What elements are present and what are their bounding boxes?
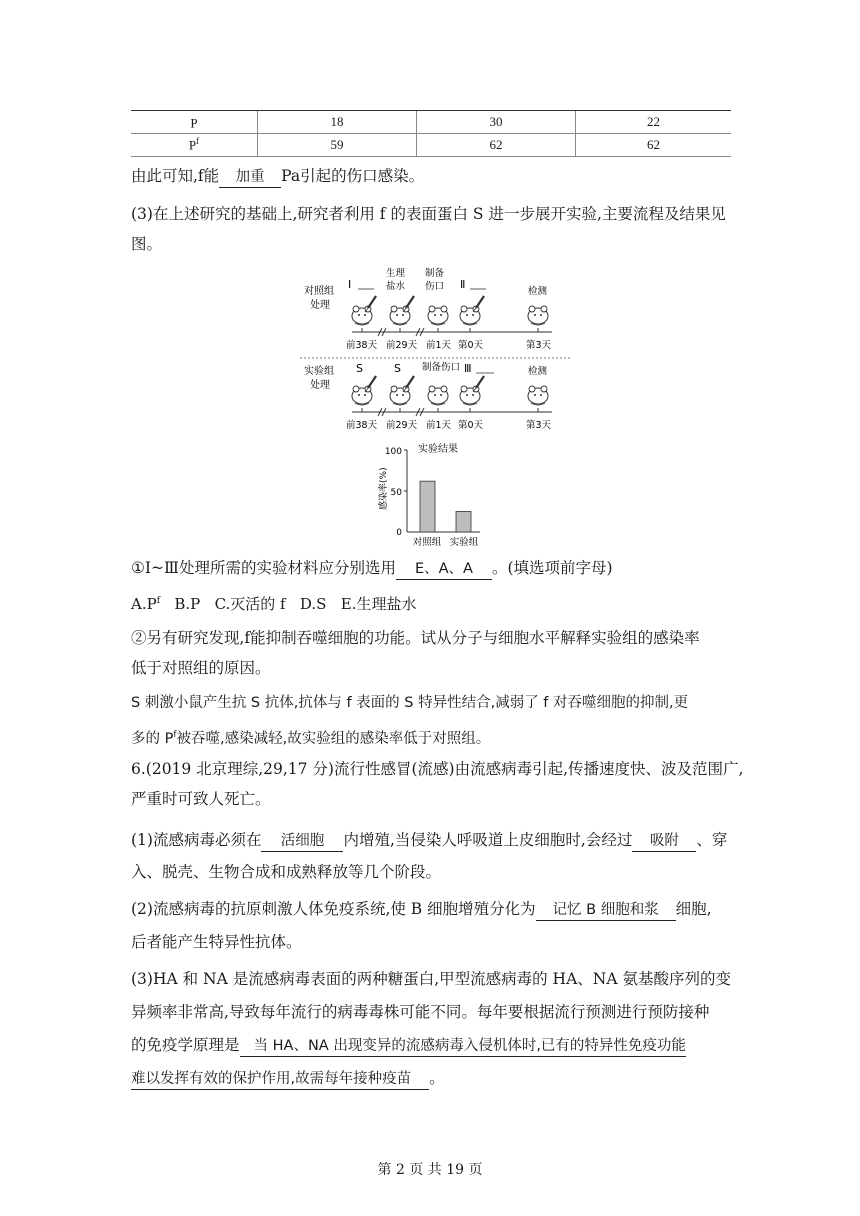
time-label: 第3天: [526, 340, 552, 351]
x-tick-label: 实验组: [449, 537, 479, 548]
time-label: 前29天: [386, 340, 418, 351]
answer-blank: 加重: [219, 168, 281, 188]
saline-label: 生理: [386, 268, 406, 279]
question-6-2-line1: (2)流感病毒的抗原刺激人体免疫系统,使 B 细胞增殖分化为 记忆 B 细胞和浆 细胞,: [131, 898, 731, 921]
detect-label: 检测: [528, 286, 548, 297]
question-3-line2: 图。: [131, 235, 163, 253]
table-row: [131, 134, 731, 157]
question-6-3-line4: 难以发挥有效的保护作用,故需每年接种疫苗 。: [131, 1067, 731, 1090]
answer-blank: 当 HA、NA 出现变异的流感病毒入侵机体时,已有的特异性免疫功能: [240, 1037, 686, 1057]
y-tick-label: 100: [384, 447, 402, 457]
question-3-line1: (3)在上述研究的基础上,研究者利用 f 的表面蛋白 S 进一步展开实验,主要流程及结果见: [131, 205, 726, 223]
mouse-icon: [390, 306, 410, 325]
question-6-1-line2: 入、脱壳、生物合成和成熟释放等几个阶段。: [131, 863, 442, 881]
table-cell: 22: [576, 111, 732, 134]
table-cell: 30: [417, 111, 576, 134]
page-footer: 第 2 页 共 19 页: [377, 1162, 483, 1178]
time-label: 前38天: [346, 340, 378, 351]
answer-blank: 吸附: [632, 832, 696, 852]
experiment-label: 实验组: [304, 366, 334, 377]
wound-label-sub: 伤口: [425, 281, 445, 292]
s-label: S: [394, 362, 401, 375]
y-tick-label: 50: [390, 488, 402, 498]
table-row: [131, 111, 731, 134]
time-label: 前1天: [426, 420, 452, 431]
time-label: 第0天: [458, 340, 484, 351]
question-3-2-line2: 低于对照组的原因。: [131, 659, 271, 677]
wound-label: 制备: [425, 268, 445, 279]
question-6-3-line2: 异频率非常高,导致每年流行的病毒毒株可能不同。每年要根据流行预测进行预防接种: [131, 1003, 710, 1021]
question-6-1-line1: (1)流感病毒必须在 活细胞 内增殖,当侵染人呼吸道上皮细胞时,会经过 吸附 、穿: [131, 829, 731, 852]
detect-label: 检测: [528, 366, 548, 377]
answer-blank: 记忆 B 细胞和浆: [536, 901, 676, 921]
table-cell: 59: [258, 134, 417, 157]
table-cell: 18: [258, 111, 417, 134]
time-label: 前1天: [426, 340, 452, 351]
x-tick-label: 对照组: [412, 537, 442, 548]
chart-ylabel: 感染率(%): [379, 467, 389, 510]
s-label: S: [356, 362, 363, 375]
experiment-figure: [290, 264, 580, 552]
bar-control: [420, 481, 435, 532]
table-cell: $P^f$: [131, 134, 258, 157]
mouse-icon: [352, 386, 372, 405]
time-label: 第3天: [526, 420, 552, 431]
question-3-2-line1: ②另有研究发现,f能抑制吞噬细胞的功能。试从分子与细胞水平解释实验组的感染率: [131, 629, 700, 647]
experiment-label-sub: 处理: [310, 380, 330, 391]
y-tick-label: 0: [396, 528, 402, 538]
bar-experiment: [456, 512, 471, 533]
wound-label: 制备伤口: [422, 362, 461, 373]
step-II-label: Ⅱ: [460, 278, 466, 291]
mouse-icon: [428, 306, 448, 325]
result-chart: [377, 442, 480, 548]
control-label-sub: 处理: [310, 300, 330, 311]
para-conclusion: 由此可知,f能 加重 Pa引起的伤口感染。: [131, 165, 731, 188]
table-cell: 62: [417, 134, 576, 157]
answer-blank: 难以发挥有效的保护作用,故需每年接种疫苗: [131, 1070, 429, 1090]
mouse-icon: [528, 306, 548, 325]
control-label: 对照组: [304, 286, 334, 297]
question-6-3-line1: (3)HA 和 NA 是流感病毒表面的两种糖蛋白,甲型流感病毒的 HA、NA 氨基酸序列的变: [131, 970, 731, 988]
time-label: 前38天: [346, 420, 378, 431]
answer-3-2-line2: 多的 $P^f$被吞噬,感染减轻,故实验组的感染率低于对照组。: [131, 730, 491, 747]
mouse-icon: [390, 386, 410, 405]
table-cell: 62: [576, 134, 732, 157]
time-label: 第0天: [458, 420, 484, 431]
answer-blank: E、A、A: [396, 560, 492, 580]
options-line: $A.P^f$ B.P C.灭活的 f D.S E.生理盐水: [131, 595, 417, 613]
answer-3-2-line1: S 刺激小鼠产生抗 S 抗体,抗体与 f 表面的 S 特异性结合,减弱了 f 对吞噬细胞的抑制,更: [131, 695, 689, 711]
mouse-icon: [460, 386, 480, 405]
answer-blank: 活细胞: [261, 832, 343, 852]
mouse-icon: [352, 306, 372, 325]
mouse-icon: [428, 386, 448, 405]
mouse-icon: [528, 386, 548, 405]
result-table: [131, 110, 731, 157]
mouse-icon: [460, 306, 480, 325]
table-cell: P: [131, 111, 258, 134]
step-III-label: Ⅲ: [464, 362, 472, 375]
question-6-line2: 严重时可致人死亡。: [131, 790, 271, 808]
question-6-2-line2: 后者能产生特异性抗体。: [131, 933, 302, 951]
question-6-3-line3: 的免疫学原理是 当 HA、NA 出现变异的流感病毒入侵机体时,已有的特异性免疫功能: [131, 1034, 731, 1057]
step-I-label: Ⅰ: [348, 278, 352, 291]
chart-title: 实验结果: [418, 444, 458, 455]
time-label: 前29天: [386, 420, 418, 431]
saline-label-sub: 盐水: [386, 281, 406, 292]
question-6-line1: 6.(2019 北京理综,29,17 分)流行性感冒(流感)由流感病毒引起,传播速度快、波及范围广,: [131, 760, 744, 778]
question-3-1: ①Ⅰ~Ⅲ处理所需的实验材料应分别选用 E、A、A 。(填选项前字母): [131, 557, 731, 580]
